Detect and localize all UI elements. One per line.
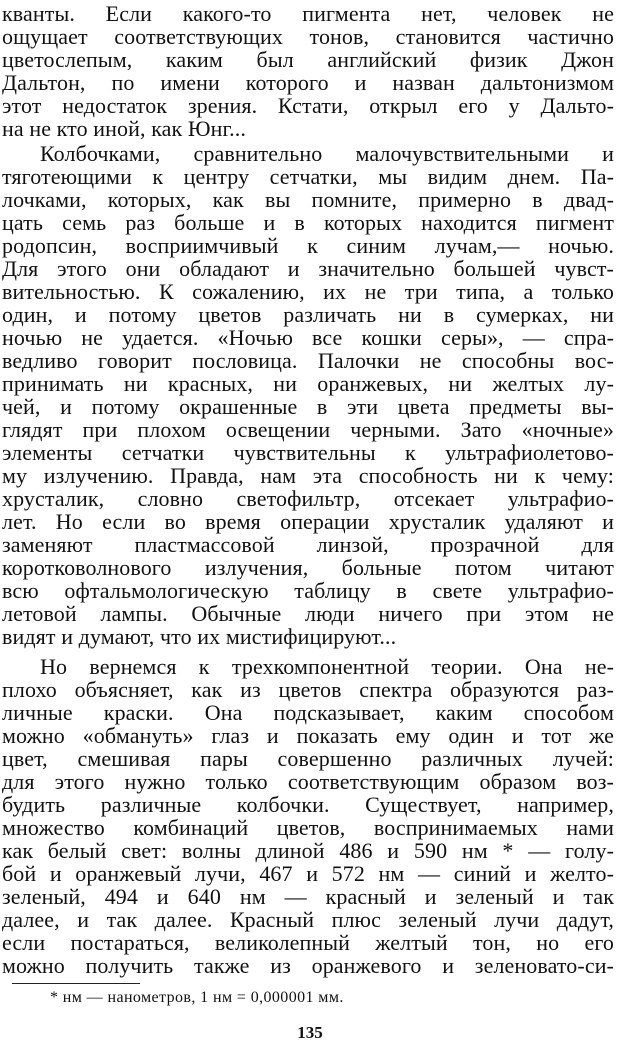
text-line: принимать ни красных, ни оранжевых, ни желтых лу- — [2, 371, 614, 396]
text-line: далее, и так далее. Красный плюс зеленый лучи дадут, — [2, 907, 614, 932]
text-line: хрусталик, словно светофильтр, отсекает ультрафио- — [2, 486, 614, 511]
text-line: всю офтальмологическую таблицу в свете ультрафио- — [2, 578, 614, 603]
text-line: цать семь раз больше и в которых находится пигмент — [2, 210, 614, 235]
text-line: для этого нужно только соответствующим образом воз- — [2, 769, 614, 794]
footnote-divider — [12, 983, 140, 984]
text-line: Но вернемся к трехкомпонентной теории. Она не- — [40, 654, 614, 679]
text-line: Колбочками, сравнительно малочувствительными и — [40, 141, 614, 166]
text-line: ночью не удается. «Ночью все кошки серы», — спра- — [2, 325, 614, 350]
text-line: видят и думают, что их мистифицируют... — [2, 624, 397, 649]
text-line: один, и потому цветов различать ни в сумерках, ни — [2, 302, 614, 327]
text-line: чей, и потому окрашенные в эти цвета предметы вы- — [2, 394, 614, 419]
text-line: можно «обмануть» глаз и показать ему один и тот же — [2, 723, 614, 748]
text-line: коротковолнового излучения, больные потом читают — [2, 555, 614, 580]
text-line: ведливо говорит пословица. Палочки не способны вос- — [2, 348, 614, 373]
text-line: личные краски. Она подсказывает, каким способом — [2, 700, 614, 725]
text-line: лет. Но если во время операции хрусталик удаляют и — [2, 509, 614, 534]
text-line: му излучению. Правда, нам эта способность ни к чему: — [2, 463, 614, 488]
text-line: если постараться, великолепный желтый тон, но его — [2, 930, 614, 955]
text-line: будить различные колбочки. Существует, например, — [2, 792, 614, 817]
text-line: лочками, которых, как вы помните, примерно в двад- — [2, 187, 614, 212]
text-line: вительностью. К сожалению, их не три типа, а только — [2, 279, 614, 304]
text-line: Дальтон, по имени которого и назван дальтонизмом — [2, 70, 614, 95]
text-line: бой и оранжевый лучи, 467 и 572 нм — синий и желто- — [2, 861, 614, 886]
text-line: плохо объясняет, как из цветов спектра образуются раз- — [2, 677, 614, 702]
text-line: кванты. Если какого-то пигмента нет, человек не — [2, 1, 614, 26]
text-line: глядят при плохом освещении черными. Зато «ночные» — [2, 417, 614, 442]
text-line: зеленый, 494 и 640 нм — красный и зеленый и так — [2, 884, 614, 909]
text-line: на не кто иной, как Юнг... — [2, 116, 246, 141]
text-line: множество комбинаций цветов, воспринимаемых нами — [2, 815, 614, 840]
text-line: как белый свет: волны длиной 486 и 590 нм * — голу- — [2, 838, 614, 863]
text-line: цвет, смешивая пары совершенно различных лучей: — [2, 746, 614, 771]
text-line: тяготеющими к центру сетчатки, мы видим днем. Па- — [2, 164, 614, 189]
text-line: ощущает соответствующих тонов, становится частично — [2, 24, 614, 49]
text-line: можно получить также из оранжевого и зеленовато-си- — [2, 953, 614, 978]
footnote: * нм — нанометров, 1 нм = 0,000001 мм. — [50, 989, 344, 1006]
text-line: элементы сетчатки чувствительны к ультрафиолетово- — [2, 440, 614, 465]
text-line: этот недостаток зрения. Кстати, открыл его у Дальто- — [2, 93, 614, 118]
text-line: Для этого они обладают и значительно большей чувст- — [2, 256, 614, 281]
page-number: 135 — [297, 1023, 323, 1042]
text-line: родопсин, восприимчивый к синим лучам,— ночью. — [2, 233, 614, 258]
text-line: заменяют пластмассовой линзой, прозрачной для — [2, 532, 614, 557]
text-line: цветослепым, каким был английский физик Джон — [2, 47, 614, 72]
text-line: летовой лампы. Обычные люди ничего при этом не — [2, 601, 614, 626]
